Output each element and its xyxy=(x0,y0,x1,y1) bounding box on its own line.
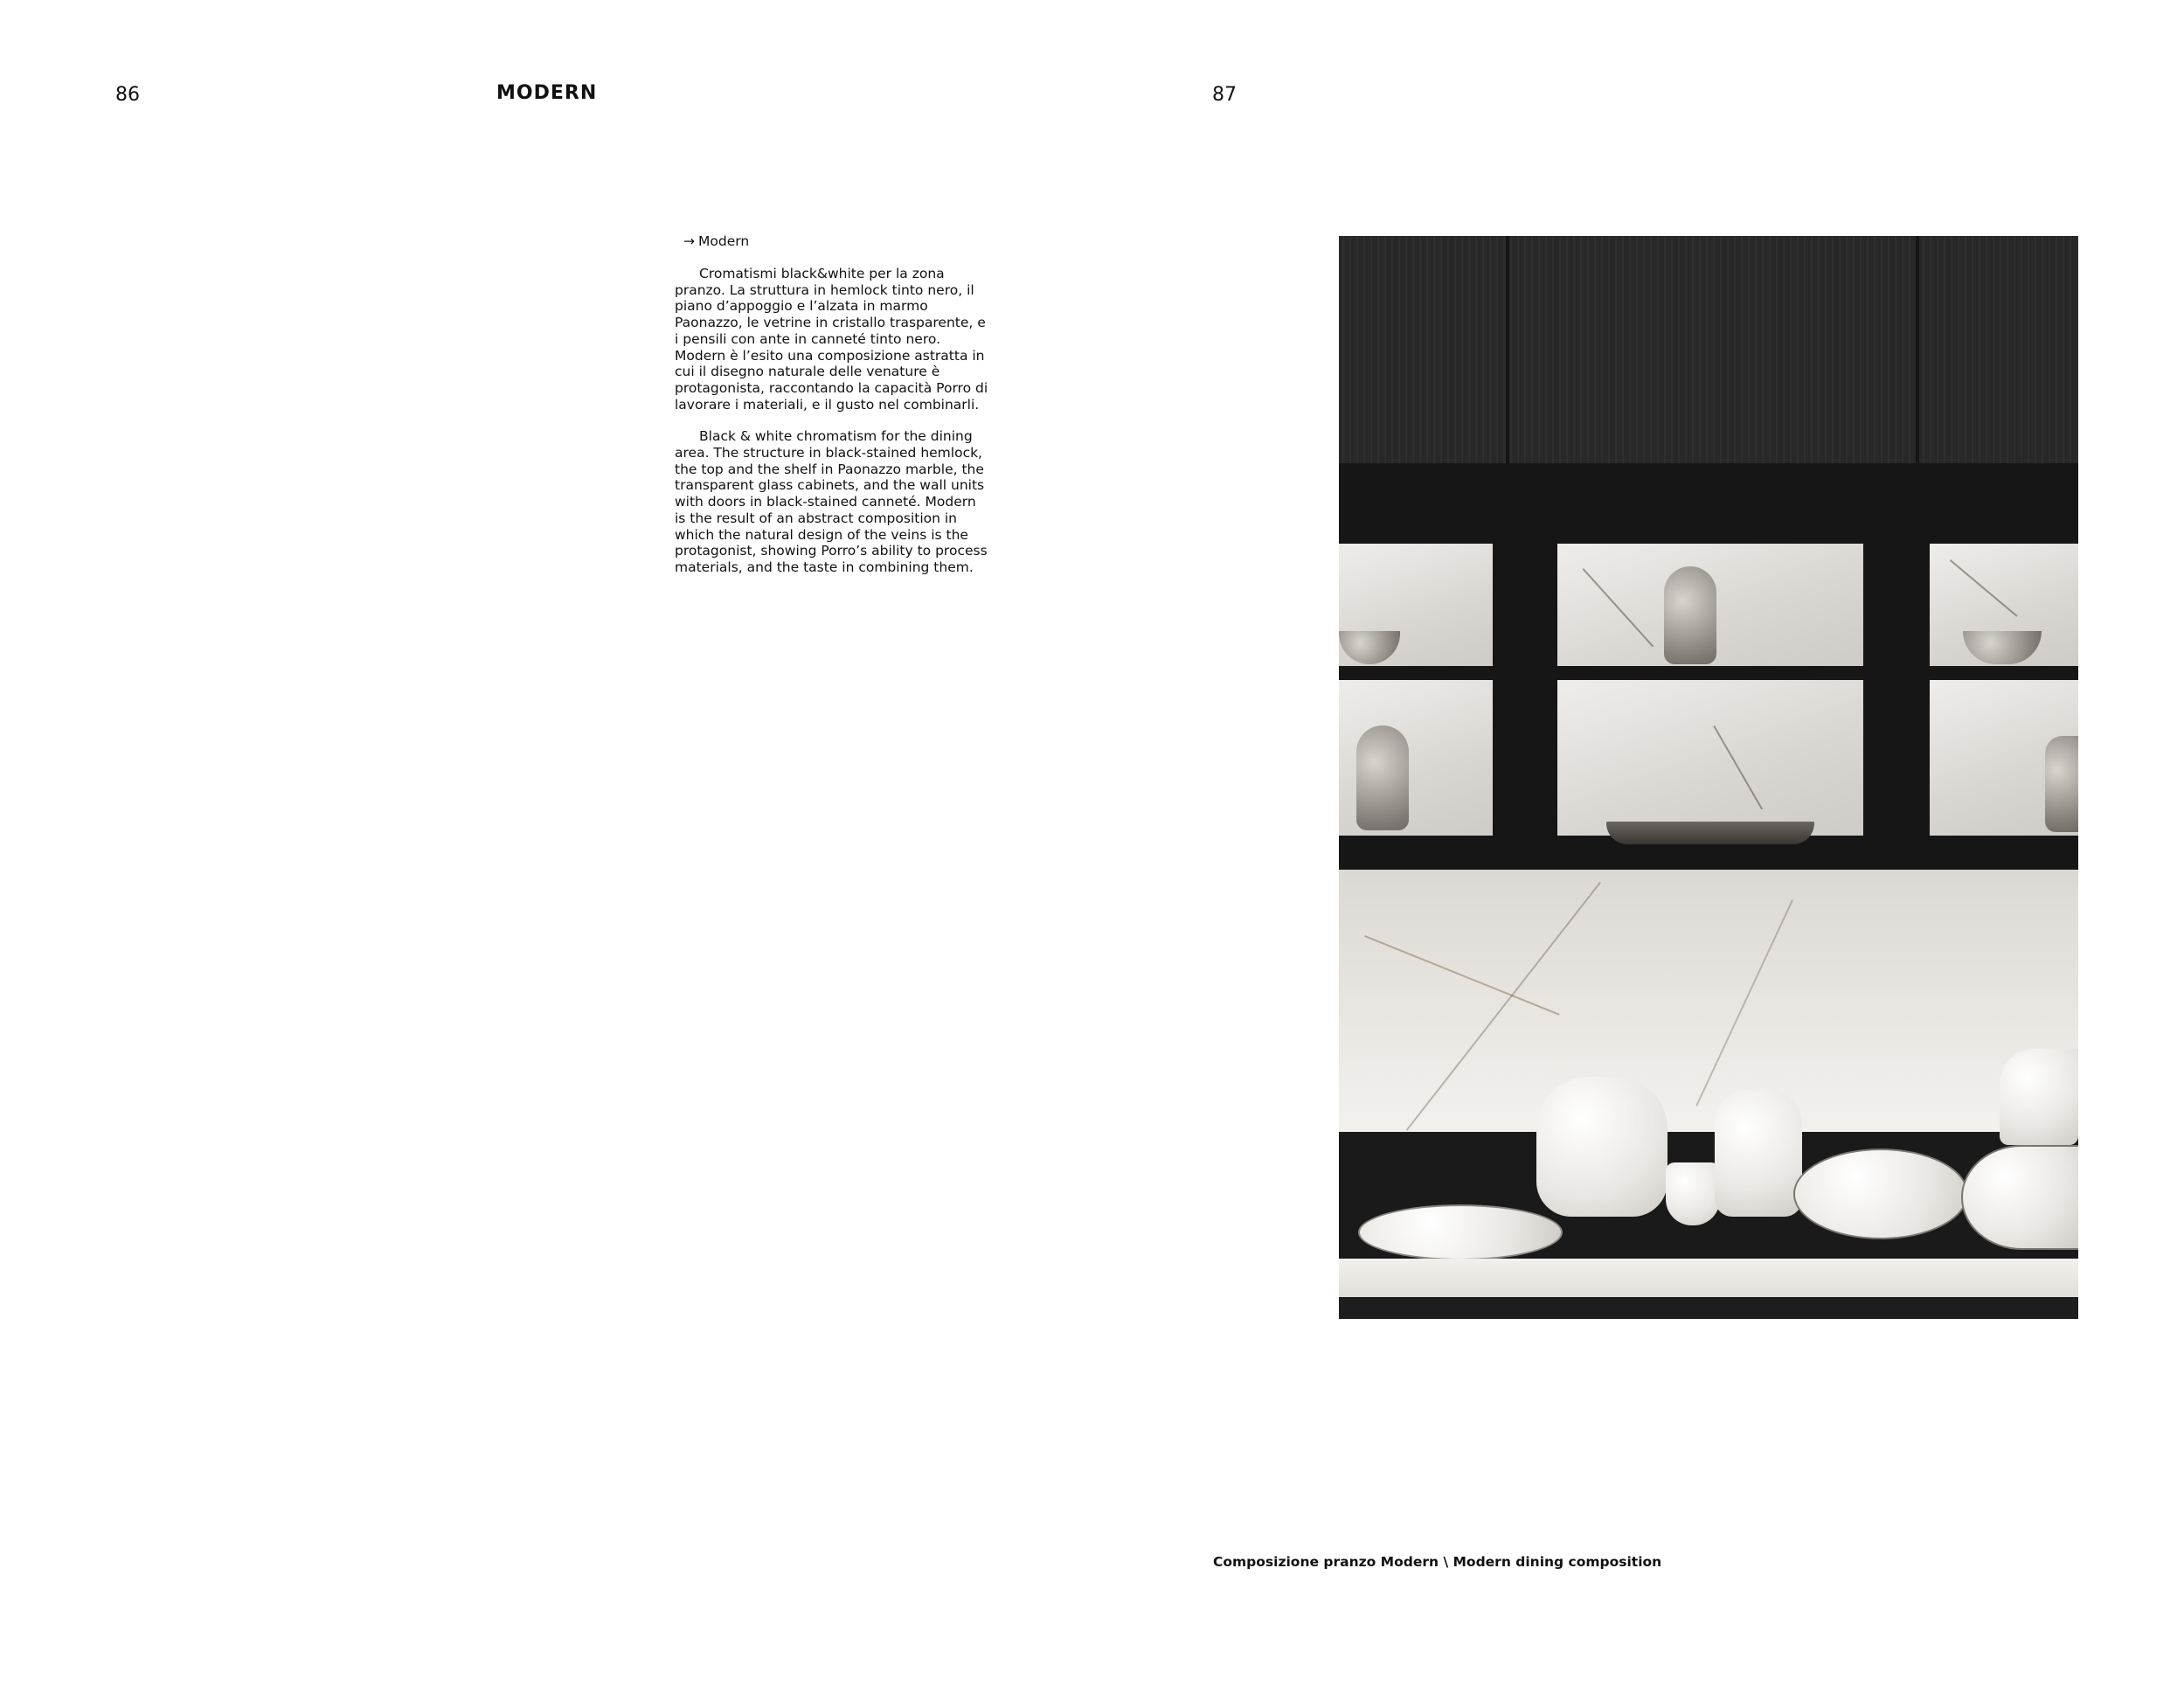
arrow-right-icon: → xyxy=(683,233,695,249)
silver-teapot xyxy=(2045,736,2078,832)
plate xyxy=(1358,1204,1563,1260)
section-title: MODERN xyxy=(496,82,598,104)
paragraph-english: Black & white chromatism for the dining area. The structure in black-stained hemlock, the top and the shelf in Paonazzo marble, the transparent glass cabinets, and the wall units with doors in black-stained canneté. Modern is the result of an abstract composition in which the natural design of the veins is the protagonist, showing Porro’s ability to process materials, and the taste in combining them. xyxy=(675,428,988,575)
base-cabinet xyxy=(1339,1297,2078,1319)
plate-stack xyxy=(1961,1145,2078,1250)
breadcrumb-label: Modern xyxy=(698,233,750,249)
marble-counter xyxy=(1339,1259,2078,1297)
page-number-left: 86 xyxy=(115,84,140,106)
vase xyxy=(2000,1049,2078,1145)
coffee-pot xyxy=(1664,566,1716,664)
kitchen-photo xyxy=(1339,236,2078,1319)
serving-tray xyxy=(1606,822,1814,844)
marble-backsplash xyxy=(1339,870,2078,1132)
page-number-right: 87 xyxy=(1212,84,1237,106)
body-text xyxy=(675,266,989,576)
breadcrumb xyxy=(683,233,749,249)
pitcher xyxy=(1715,1089,1802,1217)
soup-tureen xyxy=(1536,1077,1667,1217)
cream-cup xyxy=(1666,1162,1720,1225)
paragraph-italian: Cromatismi black&white per la zona pranzo. La struttura in hemlock tinto nero, il piano d’appoggio e l’alzata in marmo Paonazzo, le vetrine in cristallo trasparente, e i pensili con ante in canneté tinto nero. Modern è l’esito una composizione astratta in cui il disegno naturale delle venature è protagonista, raccontando la capacità Porro di lavorare i materiali, e il gusto nel combinarli. xyxy=(675,266,988,413)
silver-teapot xyxy=(1356,725,1409,830)
plate-stack xyxy=(1793,1148,1968,1239)
upper-cabinets xyxy=(1339,236,2078,463)
photo-caption: Composizione pranzo Modern \ Modern dining composition xyxy=(1213,1554,1662,1570)
